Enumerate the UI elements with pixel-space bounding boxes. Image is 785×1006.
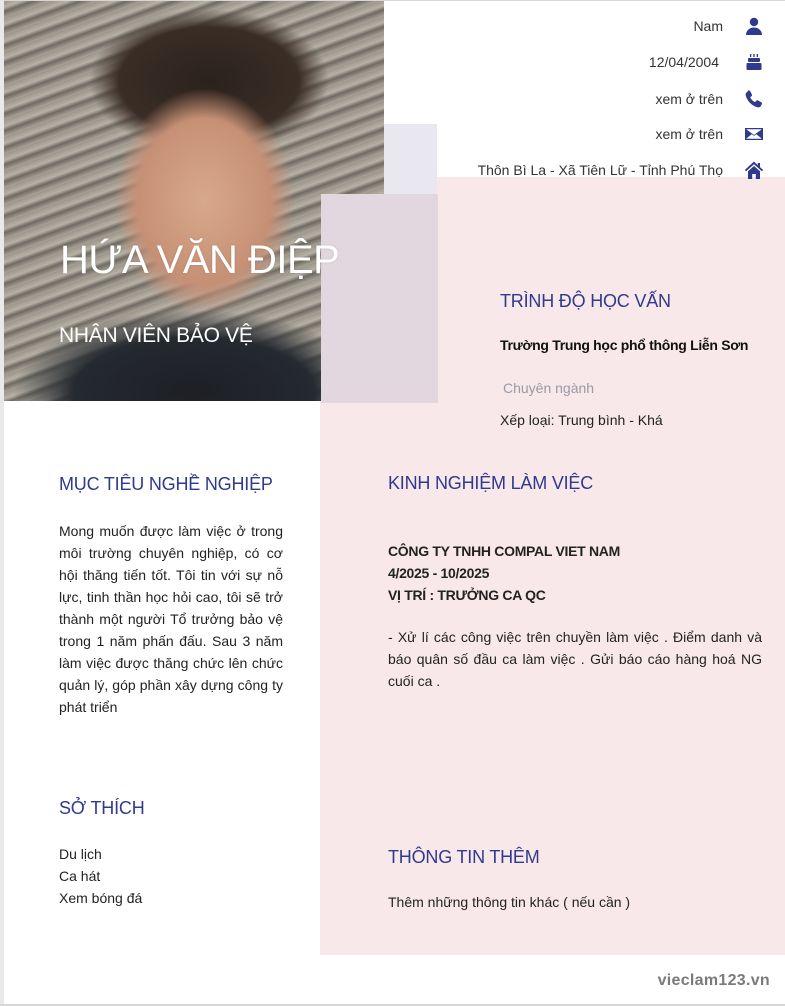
contact-birthday-text: 12/04/2004 (648, 54, 719, 70)
experience-block (388, 540, 620, 606)
hobby-item: Ca hát (59, 868, 101, 884)
candidate-name: HỨA VĂN ĐIỆP (60, 238, 340, 282)
hobbies-list (59, 843, 142, 909)
decorative-purple-block (321, 194, 438, 403)
contact-email (655, 122, 765, 146)
experience-heading: KINH NGHIỆM LÀM VIỆC (388, 473, 594, 493)
site-watermark: vieclam123.vn (657, 972, 770, 989)
contact-phone-text: xem ở trên (655, 91, 723, 107)
education-grade: Xếp loại: Trung bình - Khá (500, 412, 663, 428)
contact-birthday (649, 50, 765, 74)
contact-gender (693, 14, 765, 38)
candidate-job-title: NHÂN VIÊN BẢO VỆ (59, 324, 253, 347)
contact-address (478, 158, 765, 182)
contact-email-text: xem ở trên (655, 126, 723, 142)
user-icon (743, 15, 765, 37)
education-school: Trường Trung học phổ thông Liễn Sơn (500, 337, 749, 353)
extra-info-text: Thêm những thông tin khác ( nếu cần ) (388, 894, 631, 910)
birthday-cake-icon (743, 51, 765, 73)
contact-address-text: Thôn Bì La - Xã Tiên Lữ - Tỉnh Phú Thọ (477, 162, 723, 178)
hobbies-heading: SỞ THÍCH (59, 798, 145, 818)
experience-position: VỊ TRÍ : TRƯỞNG CA QC (388, 587, 546, 603)
experience-description: - Xử lí các công việc trên chuyền làm việc . Điểm danh và báo quân số đầu ca làm việc . Gửi báo cáo hàng hoá NG cuối ca . (388, 629, 762, 689)
experience-company: CÔNG TY TNHH COMPAL VIET NAM (388, 543, 620, 559)
hobby-item: Xem bóng đá (59, 890, 143, 906)
phone-icon (743, 88, 765, 110)
hobby-item: Du lịch (59, 846, 102, 862)
envelope-icon (743, 123, 765, 145)
contact-phone (655, 87, 765, 111)
objective-heading: MỤC TIÊU NGHỀ NGHIỆP (59, 474, 273, 494)
decorative-lavender-block (384, 124, 437, 194)
education-heading: TRÌNH ĐỘ HỌC VẤN (500, 291, 671, 311)
objective-text: Mong muốn được làm việc ở trong môi trường chuyên nghiệp, có cơ hội thăng tiến tốt. Tôi tin với sự nỗ lực, tinh thần học hỏi cao, tôi sẽ trở thành một người Tổ trưởng bảo vệ trong 1 năm phấn đấu. Sau 3 năm làm việc được thăng chức lên chức quản lý, góp phần xây dựng công ty phát triển (59, 523, 283, 715)
home-icon (743, 159, 765, 181)
contact-gender-text: Nam (693, 18, 723, 34)
extra-info-heading: THÔNG TIN THÊM (388, 847, 540, 867)
education-major: Chuyên ngành (503, 380, 595, 396)
experience-period: 4/2025 - 10/2025 (388, 565, 490, 581)
